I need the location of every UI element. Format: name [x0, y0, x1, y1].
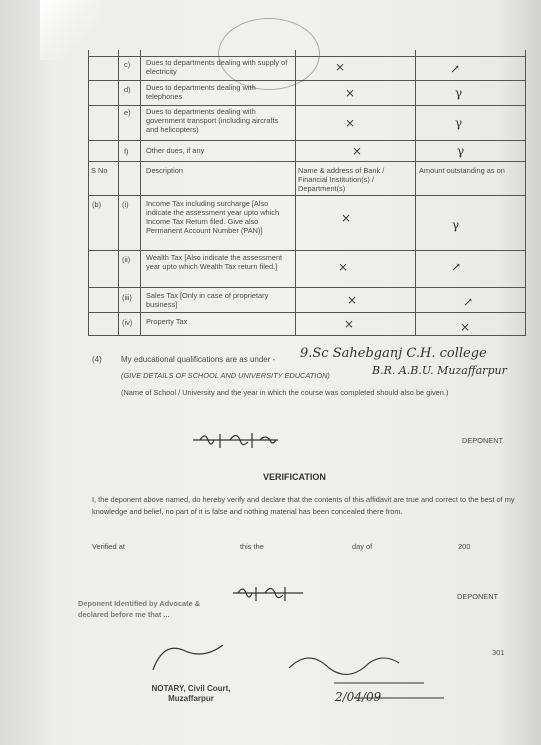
section4-number: (4) [92, 355, 102, 364]
section4-caption: (GIVE DETAILS OF SCHOOL AND UNIVERSITY EDUCATION) [121, 371, 330, 380]
identified-text: Deponent Identified by Advocate & declared before me that ... [78, 599, 201, 619]
deponent-signature [190, 428, 285, 453]
row-e-desc: Dues to departments dealing with government transport (including aircrafts and helicopters) [146, 107, 279, 134]
section4-note: (Name of School / University and the year in which the course was completed should also be given.) [121, 388, 449, 397]
row-i-index: (i) [122, 200, 129, 209]
row-ii-desc: Wealth Tax [Also indicate the assessment year upto which Wealth Tax return filed.] [146, 253, 283, 271]
page-fold [40, 0, 100, 60]
header-sno: S No [91, 166, 108, 175]
page-number: 301 [492, 648, 505, 657]
cross-mark: × [344, 317, 355, 331]
cross-mark: γ [452, 218, 460, 232]
cross-mark: ↗ [451, 260, 462, 274]
row-e-index: e) [124, 108, 131, 117]
row-i-desc: Income Tax including surcharge [Also indicate the assessment year upto which Income Tax Return filed. Give also Permanent Account Number (PAN)] [146, 199, 280, 235]
cross-mark: × [335, 60, 346, 74]
header-description: Description [146, 166, 183, 175]
handwritten-date: 2/04/09 [335, 690, 382, 704]
row-d-desc: Dues to departments dealing with telephones [146, 83, 256, 101]
cross-mark: × [347, 293, 358, 307]
cross-mark: × [352, 144, 363, 158]
row-ii-index: (ii) [122, 255, 131, 264]
cross-mark: ↗ [463, 295, 474, 309]
cross-mark: × [341, 211, 352, 225]
cross-mark: γ [455, 86, 463, 100]
row-d-index: d) [124, 85, 131, 94]
header-bank: Name & address of Bank / Financial Institution(s) / Department(s) [298, 166, 385, 193]
year: 200 [458, 542, 471, 551]
handwritten-qualification-2: B.R. A.B.U. Muzaffarpur [372, 364, 507, 377]
deponent-label: DEPONENT [462, 436, 504, 445]
row-iii-index: (iii) [122, 293, 132, 302]
verification-body: I, the deponent above named, do hereby verify and declare that the contents of this affidavit are true and correct to the best of my knowledge and belief, no part of it is false and nothing material has been concealed there from. [92, 495, 515, 516]
row-f-desc: Other dues, if any [146, 146, 205, 155]
deponent-label-2: DEPONENT [457, 592, 499, 601]
cross-mark: × [345, 86, 356, 100]
cross-mark: × [460, 320, 471, 334]
group-b-label: (b) [92, 200, 102, 209]
handwritten-qualification-1: 9.Sc Sahebganj C.H. college [300, 346, 487, 361]
cross-mark: γ [457, 144, 465, 158]
row-f-index: f) [124, 147, 129, 156]
row-c-desc: Dues to departments dealing with supply of electricity [146, 58, 288, 76]
deponent-signature-2 [230, 583, 310, 605]
cross-mark: ↗ [450, 62, 461, 76]
day-of: day of [352, 542, 373, 551]
notary-stamp [148, 640, 228, 680]
verification-title: VERIFICATION [263, 472, 326, 482]
cross-mark: × [338, 260, 349, 274]
cross-mark: γ [455, 116, 463, 130]
handwritten-notation [284, 648, 484, 718]
row-iv-index: (iv) [122, 318, 133, 327]
notary-stamp-text: NOTARY, Civil Court, Muzaffarpur [151, 684, 231, 703]
verified-at: Verified at [92, 542, 125, 551]
row-iii-desc: Sales Tax [Only in case of proprietary business] [146, 291, 269, 309]
this-the: this the [240, 542, 264, 551]
row-c-index: c) [124, 60, 131, 69]
header-amount: Amount outstanding as on [419, 166, 505, 175]
row-iv-desc: Property Tax [146, 317, 188, 326]
section4-text: My educational qualifications are as under - [121, 355, 276, 364]
cross-mark: × [345, 116, 356, 130]
